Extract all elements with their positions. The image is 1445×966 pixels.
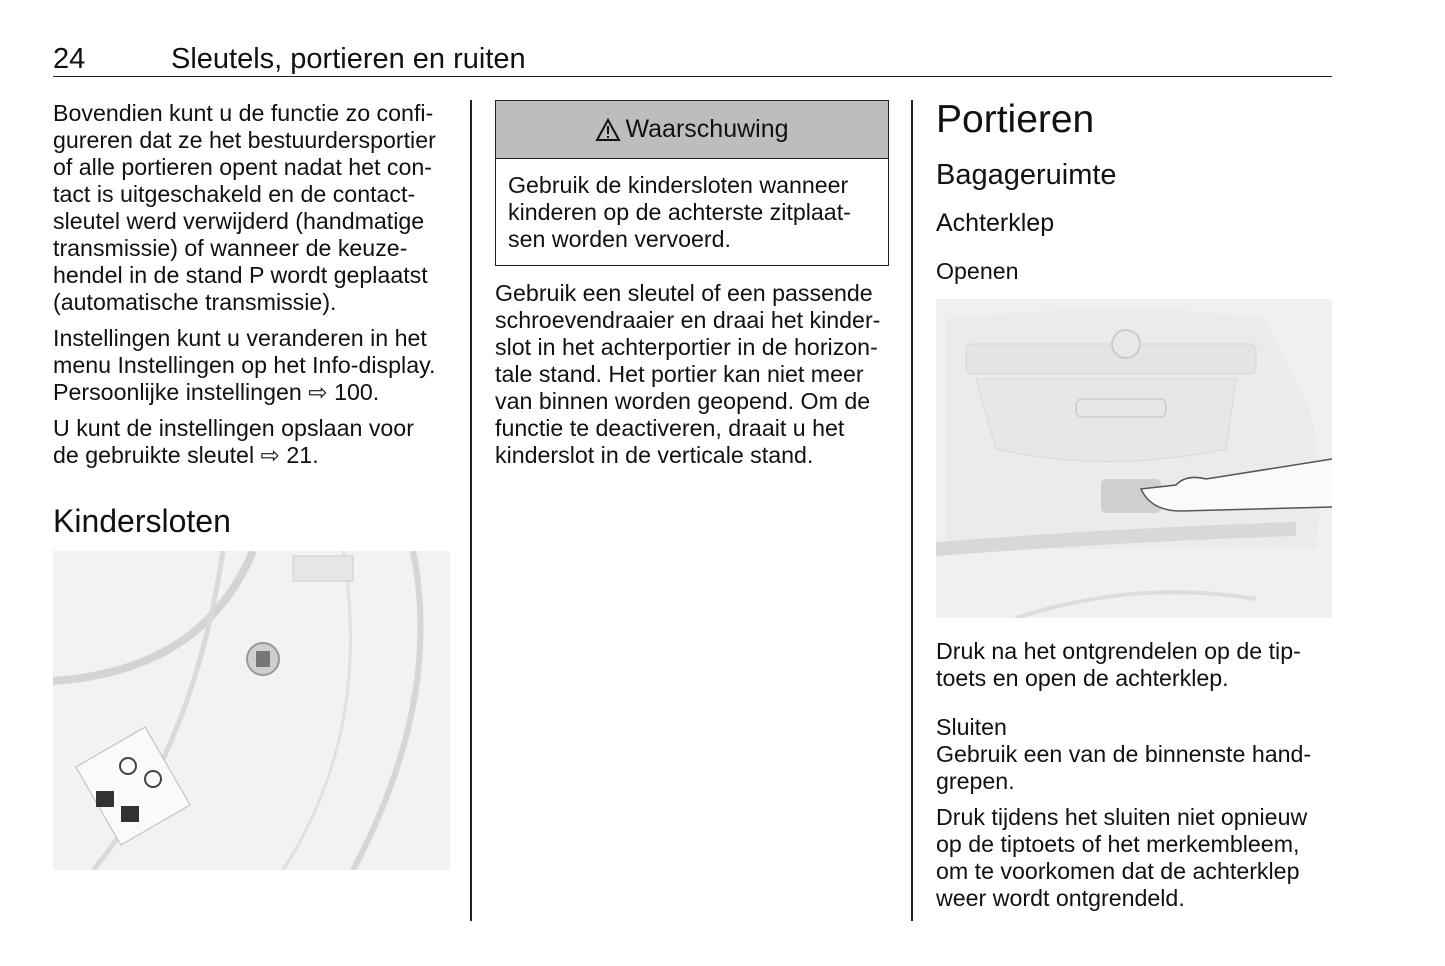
paragraph: U kunt de instellingen opslaan voor de gebruikte sleutel ⇨ 21.: [53, 415, 414, 468]
subsection-heading-bagageruimte: Bagageruimte: [936, 159, 1117, 191]
paragraph: Druk na het ontgrendelen op de tip- toets en open de achterklep.: [936, 638, 1301, 691]
warning-title: Waarschuwing: [625, 115, 789, 143]
column-3: [936, 100, 1336, 921]
page-header: [53, 40, 1332, 77]
column-2: [495, 100, 895, 478]
subheading-openen: Openen: [936, 258, 1019, 284]
child-lock-illustration: [53, 551, 450, 870]
tailgate-illustration: [936, 299, 1332, 618]
warning-triangle-icon: [595, 118, 621, 142]
warning-text: Gebruik de kindersloten wanneer kinderen op de achterste zitplaat- sen worden vervoerd.: [508, 172, 851, 252]
column-divider: [911, 100, 913, 921]
paragraph: Gebruik een sleutel of een passende schroevendraaier en draai het kinder- slot in het achterportier in de horizon- tale stand. Het portier kan niet meer van binnen worden geopend. Om de functie te deactiveren, draait u het kinderslot in de verticale stand.: [495, 280, 881, 468]
page-number: 24: [53, 43, 86, 75]
chapter-title: Sleutels, portieren en ruiten: [171, 43, 526, 75]
section-heading-portieren: Portieren: [936, 98, 1095, 141]
column-1: [53, 100, 453, 870]
subheading-sluiten: Sluiten: [936, 714, 1007, 740]
warning-box: [495, 100, 889, 266]
section-heading-kindersloten: Kindersloten: [53, 503, 231, 539]
paragraph: Bovendien kunt u de functie zo confi- gureren dat ze het bestuurdersportier of alle portieren opent nadat het con- tact is uitgeschakeld en de contact- sleutel werd verwijderd (handmatige transmissie) of wanneer de keuze- hendel in de stand P wordt geplaatst (automatische transmissie).: [53, 100, 436, 315]
warning-header: [496, 101, 888, 159]
column-divider: [470, 100, 472, 921]
paragraph: Druk tijdens het sluiten niet opnieuw op de tiptoets of het merkembleem, om te voorkomen dat de achterklep weer wordt ontgrendeld.: [936, 804, 1308, 911]
paragraph: Instellingen kunt u veranderen in het menu Instellingen op het Info-display. Persoonlijke instellingen ⇨ 100.: [53, 325, 436, 405]
subheading-achterklep: Achterklep: [936, 209, 1055, 237]
paragraph: Gebruik een van de binnenste hand- grepen.: [936, 741, 1312, 794]
